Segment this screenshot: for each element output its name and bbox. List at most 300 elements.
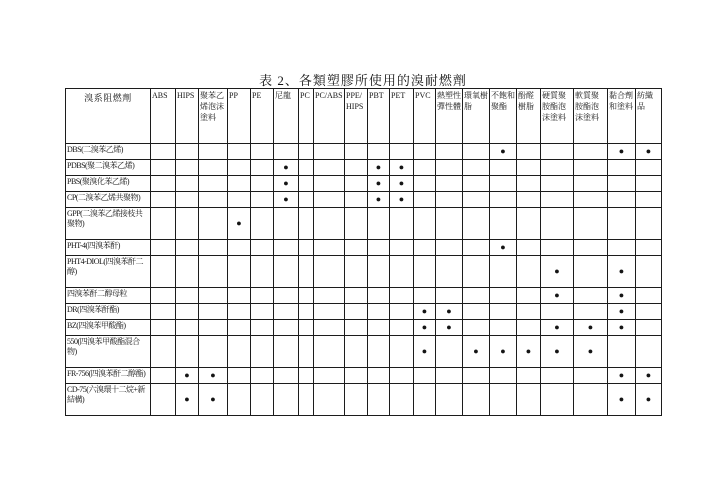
empty-cell xyxy=(517,240,541,256)
empty-cell xyxy=(517,176,541,192)
empty-cell xyxy=(436,256,463,288)
empty-cell xyxy=(390,240,414,256)
empty-cell xyxy=(414,384,436,416)
empty-cell xyxy=(228,192,251,208)
column-header: 聚苯乙烯泡沫塗料 xyxy=(199,89,228,144)
empty-cell xyxy=(299,176,314,192)
empty-cell xyxy=(314,336,345,368)
empty-cell xyxy=(608,240,636,256)
row-label: PDBS(聚二溴苯乙烯) xyxy=(66,160,151,176)
empty-cell xyxy=(414,208,436,240)
dot-mark: ● xyxy=(463,336,490,368)
empty-cell xyxy=(608,192,636,208)
empty-cell xyxy=(463,208,490,240)
empty-cell xyxy=(345,192,368,208)
row-label: FR-756(四溴苯酐二醇酯) xyxy=(66,368,151,384)
empty-cell xyxy=(490,368,517,384)
empty-cell xyxy=(299,160,314,176)
empty-cell xyxy=(151,384,176,416)
empty-cell xyxy=(176,304,199,320)
table-row xyxy=(66,176,662,192)
header-row xyxy=(66,89,662,144)
empty-cell xyxy=(517,320,541,336)
empty-cell xyxy=(151,320,176,336)
empty-cell xyxy=(176,176,199,192)
empty-cell xyxy=(436,368,463,384)
empty-cell xyxy=(151,208,176,240)
empty-cell xyxy=(463,240,490,256)
empty-cell xyxy=(368,208,390,240)
table-row xyxy=(66,240,662,256)
dot-mark: ● xyxy=(517,336,541,368)
dot-mark: ● xyxy=(436,320,463,336)
table-header xyxy=(66,89,662,144)
empty-cell xyxy=(345,160,368,176)
empty-cell xyxy=(314,304,345,320)
empty-cell xyxy=(368,288,390,304)
dot-mark: ● xyxy=(608,368,636,384)
empty-cell xyxy=(314,192,345,208)
empty-cell xyxy=(436,144,463,160)
empty-cell xyxy=(414,160,436,176)
column-header: 軟質聚胺酯泡沫塗料 xyxy=(574,89,608,144)
empty-cell xyxy=(414,176,436,192)
empty-cell xyxy=(436,336,463,368)
row-label: DR(四溴苯酐酯) xyxy=(66,304,151,320)
empty-cell xyxy=(228,240,251,256)
empty-cell xyxy=(251,336,274,368)
empty-cell xyxy=(345,336,368,368)
empty-cell xyxy=(574,368,608,384)
empty-cell xyxy=(176,144,199,160)
dot-mark: ● xyxy=(274,176,299,192)
empty-cell xyxy=(463,320,490,336)
dot-mark: ● xyxy=(574,320,608,336)
empty-cell xyxy=(574,144,608,160)
empty-cell xyxy=(463,368,490,384)
empty-cell xyxy=(414,368,436,384)
empty-cell xyxy=(345,320,368,336)
empty-cell xyxy=(574,384,608,416)
empty-cell xyxy=(490,304,517,320)
empty-cell xyxy=(274,336,299,368)
column-header: 硬質聚胺酯泡沫塗料 xyxy=(541,89,574,144)
empty-cell xyxy=(274,304,299,320)
empty-cell xyxy=(345,256,368,288)
empty-cell xyxy=(228,160,251,176)
empty-cell xyxy=(228,288,251,304)
empty-cell xyxy=(368,320,390,336)
row-label: 四溴苯酐二醇母粒 xyxy=(66,288,151,304)
empty-cell xyxy=(251,288,274,304)
empty-cell xyxy=(490,176,517,192)
table-row xyxy=(66,192,662,208)
empty-cell xyxy=(390,288,414,304)
empty-cell xyxy=(151,336,176,368)
dot-mark: ● xyxy=(368,192,390,208)
dot-mark: ● xyxy=(636,384,662,416)
empty-cell xyxy=(274,320,299,336)
empty-cell xyxy=(199,256,228,288)
table-row xyxy=(66,160,662,176)
empty-cell xyxy=(608,160,636,176)
empty-cell xyxy=(517,288,541,304)
empty-cell xyxy=(176,336,199,368)
row-label: BZ(四溴苯甲酸酯) xyxy=(66,320,151,336)
empty-cell xyxy=(199,288,228,304)
empty-cell xyxy=(608,208,636,240)
table-row xyxy=(66,208,662,240)
empty-cell xyxy=(299,288,314,304)
dot-mark: ● xyxy=(541,288,574,304)
empty-cell xyxy=(199,144,228,160)
empty-cell xyxy=(636,304,662,320)
empty-cell xyxy=(517,192,541,208)
empty-cell xyxy=(199,176,228,192)
empty-cell xyxy=(151,304,176,320)
flame-retardant-usage-table xyxy=(65,88,662,416)
empty-cell xyxy=(436,288,463,304)
dot-mark: ● xyxy=(274,160,299,176)
empty-cell xyxy=(390,144,414,160)
empty-cell xyxy=(274,368,299,384)
dot-mark: ● xyxy=(368,176,390,192)
dot-mark: ● xyxy=(199,368,228,384)
empty-cell xyxy=(176,320,199,336)
empty-cell xyxy=(251,240,274,256)
dot-mark: ● xyxy=(414,304,436,320)
empty-cell xyxy=(574,176,608,192)
empty-cell xyxy=(274,144,299,160)
empty-cell xyxy=(314,368,345,384)
empty-cell xyxy=(541,240,574,256)
empty-cell xyxy=(345,208,368,240)
empty-cell xyxy=(199,208,228,240)
empty-cell xyxy=(463,160,490,176)
empty-cell xyxy=(299,192,314,208)
empty-cell xyxy=(251,192,274,208)
empty-cell xyxy=(368,304,390,320)
dot-mark: ● xyxy=(414,320,436,336)
empty-cell xyxy=(517,368,541,384)
empty-cell xyxy=(199,192,228,208)
empty-cell xyxy=(636,240,662,256)
row-label: DBS(二溴苯乙烯) xyxy=(66,144,151,160)
empty-cell xyxy=(390,208,414,240)
empty-cell xyxy=(436,384,463,416)
empty-cell xyxy=(390,256,414,288)
empty-cell xyxy=(636,288,662,304)
empty-cell xyxy=(299,256,314,288)
empty-cell xyxy=(199,320,228,336)
empty-cell xyxy=(463,288,490,304)
column-header: PBT xyxy=(368,89,390,144)
empty-cell xyxy=(314,288,345,304)
empty-cell xyxy=(251,384,274,416)
empty-cell xyxy=(299,336,314,368)
empty-cell xyxy=(574,240,608,256)
column-header: 紡織品 xyxy=(636,89,662,144)
empty-cell xyxy=(299,304,314,320)
empty-cell xyxy=(636,160,662,176)
empty-cell xyxy=(151,176,176,192)
empty-cell xyxy=(574,192,608,208)
empty-cell xyxy=(517,144,541,160)
empty-cell xyxy=(490,256,517,288)
empty-cell xyxy=(251,320,274,336)
empty-cell xyxy=(251,144,274,160)
empty-cell xyxy=(299,208,314,240)
empty-cell xyxy=(541,192,574,208)
empty-cell xyxy=(274,384,299,416)
empty-cell xyxy=(517,160,541,176)
empty-cell xyxy=(228,256,251,288)
empty-cell xyxy=(251,368,274,384)
empty-cell xyxy=(541,208,574,240)
empty-cell xyxy=(299,320,314,336)
empty-cell xyxy=(199,160,228,176)
empty-cell xyxy=(541,368,574,384)
empty-cell xyxy=(228,304,251,320)
column-header: 不飽和聚酯 xyxy=(490,89,517,144)
empty-cell xyxy=(228,368,251,384)
empty-cell xyxy=(636,256,662,288)
empty-cell xyxy=(199,304,228,320)
empty-cell xyxy=(176,192,199,208)
table-row xyxy=(66,288,662,304)
column-header: PVC xyxy=(414,89,436,144)
empty-cell xyxy=(574,256,608,288)
empty-cell xyxy=(345,368,368,384)
empty-cell xyxy=(368,256,390,288)
empty-cell xyxy=(314,320,345,336)
empty-cell xyxy=(636,176,662,192)
empty-cell xyxy=(636,320,662,336)
table-row xyxy=(66,368,662,384)
empty-cell xyxy=(368,336,390,368)
empty-cell xyxy=(274,208,299,240)
empty-cell xyxy=(151,144,176,160)
empty-cell xyxy=(541,384,574,416)
empty-cell xyxy=(251,208,274,240)
empty-cell xyxy=(345,288,368,304)
empty-cell xyxy=(176,208,199,240)
empty-cell xyxy=(251,160,274,176)
column-header: 酚醛樹脂 xyxy=(517,89,541,144)
empty-cell xyxy=(274,288,299,304)
column-header: PPE/HIPS xyxy=(345,89,368,144)
dot-mark: ● xyxy=(608,288,636,304)
empty-cell xyxy=(636,192,662,208)
dot-mark: ● xyxy=(608,384,636,416)
dot-mark: ● xyxy=(636,144,662,160)
empty-cell xyxy=(541,160,574,176)
empty-cell xyxy=(151,288,176,304)
empty-cell xyxy=(608,176,636,192)
empty-cell xyxy=(368,384,390,416)
dot-mark: ● xyxy=(414,336,436,368)
empty-cell xyxy=(299,384,314,416)
empty-cell xyxy=(436,160,463,176)
empty-cell xyxy=(414,288,436,304)
table-title: 表 2、各類塑膠所使用的溴耐燃劑 xyxy=(259,73,467,88)
empty-cell xyxy=(414,240,436,256)
empty-cell xyxy=(251,256,274,288)
empty-cell xyxy=(436,240,463,256)
dot-mark: ● xyxy=(541,320,574,336)
empty-cell xyxy=(345,384,368,416)
empty-cell xyxy=(274,256,299,288)
row-label: GPP(二溴苯乙烯接枝共聚物) xyxy=(66,208,151,240)
empty-cell xyxy=(390,320,414,336)
empty-cell xyxy=(314,144,345,160)
table-row xyxy=(66,304,662,320)
empty-cell xyxy=(368,240,390,256)
column-header: PE xyxy=(251,89,274,144)
empty-cell xyxy=(490,160,517,176)
dot-mark: ● xyxy=(228,208,251,240)
empty-cell xyxy=(345,304,368,320)
empty-cell xyxy=(176,160,199,176)
empty-cell xyxy=(636,336,662,368)
empty-cell xyxy=(517,256,541,288)
empty-cell xyxy=(176,288,199,304)
empty-cell xyxy=(541,304,574,320)
column-header: 熱塑性彈性體 xyxy=(436,89,463,144)
dot-mark: ● xyxy=(490,336,517,368)
dot-mark: ● xyxy=(574,336,608,368)
dot-mark: ● xyxy=(390,160,414,176)
dot-mark: ● xyxy=(541,256,574,288)
empty-cell xyxy=(368,368,390,384)
empty-cell xyxy=(314,176,345,192)
empty-cell xyxy=(151,192,176,208)
empty-cell xyxy=(151,160,176,176)
empty-cell xyxy=(228,144,251,160)
empty-cell xyxy=(517,304,541,320)
empty-cell xyxy=(228,320,251,336)
column-header: 環氧樹脂 xyxy=(463,89,490,144)
empty-cell xyxy=(151,240,176,256)
dot-mark: ● xyxy=(636,368,662,384)
empty-cell xyxy=(151,368,176,384)
empty-cell xyxy=(314,256,345,288)
dot-mark: ● xyxy=(541,336,574,368)
empty-cell xyxy=(251,176,274,192)
dot-mark: ● xyxy=(368,160,390,176)
empty-cell xyxy=(517,384,541,416)
dot-mark: ● xyxy=(608,320,636,336)
empty-cell xyxy=(299,144,314,160)
empty-cell xyxy=(490,192,517,208)
dot-mark: ● xyxy=(608,256,636,288)
empty-cell xyxy=(299,368,314,384)
empty-cell xyxy=(463,192,490,208)
empty-cell xyxy=(463,304,490,320)
table-row xyxy=(66,384,662,416)
column-header: PC xyxy=(299,89,314,144)
empty-cell xyxy=(436,192,463,208)
empty-cell xyxy=(314,240,345,256)
empty-cell xyxy=(390,336,414,368)
empty-cell xyxy=(490,288,517,304)
row-label: PHT4-DIOL(四溴苯酐二醇) xyxy=(66,256,151,288)
row-label: CP(二溴苯乙烯共聚物) xyxy=(66,192,151,208)
empty-cell xyxy=(463,144,490,160)
empty-cell xyxy=(463,384,490,416)
empty-cell xyxy=(574,304,608,320)
row-label: CD-75(六溴環十二烷+新結構) xyxy=(66,384,151,416)
column-header: PP xyxy=(228,89,251,144)
dot-mark: ● xyxy=(274,192,299,208)
dot-mark: ● xyxy=(608,144,636,160)
empty-cell xyxy=(274,240,299,256)
empty-cell xyxy=(541,176,574,192)
empty-cell xyxy=(345,240,368,256)
empty-cell xyxy=(299,240,314,256)
empty-cell xyxy=(414,192,436,208)
empty-cell xyxy=(314,160,345,176)
empty-cell xyxy=(463,256,490,288)
row-label: 550(四溴苯甲酸酯混合物) xyxy=(66,336,151,368)
dot-mark: ● xyxy=(490,240,517,256)
empty-cell xyxy=(228,176,251,192)
dot-mark: ● xyxy=(490,144,517,160)
empty-cell xyxy=(541,144,574,160)
dot-mark: ● xyxy=(176,384,199,416)
empty-cell xyxy=(517,208,541,240)
column-header: 尼龍 xyxy=(274,89,299,144)
table-body xyxy=(66,144,662,416)
empty-cell xyxy=(345,176,368,192)
row-label: PBS(聚溴化苯乙烯) xyxy=(66,176,151,192)
empty-cell xyxy=(368,144,390,160)
dot-mark: ● xyxy=(199,384,228,416)
column-header: ABS xyxy=(151,89,176,144)
empty-cell xyxy=(345,144,368,160)
empty-cell xyxy=(151,256,176,288)
column-header: PET xyxy=(390,89,414,144)
empty-cell xyxy=(176,256,199,288)
empty-cell xyxy=(176,240,199,256)
dot-mark: ● xyxy=(436,304,463,320)
dot-mark: ● xyxy=(608,304,636,320)
empty-cell xyxy=(390,368,414,384)
empty-cell xyxy=(314,384,345,416)
column-header: 黏合劑和塗料 xyxy=(608,89,636,144)
column-header: PC/ABS xyxy=(314,89,345,144)
column-header: HIPS xyxy=(176,89,199,144)
table-row xyxy=(66,256,662,288)
row-label: PHT-4(四溴苯酐) xyxy=(66,240,151,256)
table-row xyxy=(66,320,662,336)
empty-cell xyxy=(199,240,228,256)
empty-cell xyxy=(490,320,517,336)
empty-cell xyxy=(574,160,608,176)
empty-cell xyxy=(390,304,414,320)
dot-mark: ● xyxy=(390,176,414,192)
empty-cell xyxy=(414,256,436,288)
empty-cell xyxy=(608,336,636,368)
empty-cell xyxy=(228,336,251,368)
empty-cell xyxy=(463,176,490,192)
empty-cell xyxy=(314,208,345,240)
empty-cell xyxy=(436,208,463,240)
empty-cell xyxy=(436,176,463,192)
empty-cell xyxy=(574,208,608,240)
empty-cell xyxy=(490,208,517,240)
table-row xyxy=(66,336,662,368)
